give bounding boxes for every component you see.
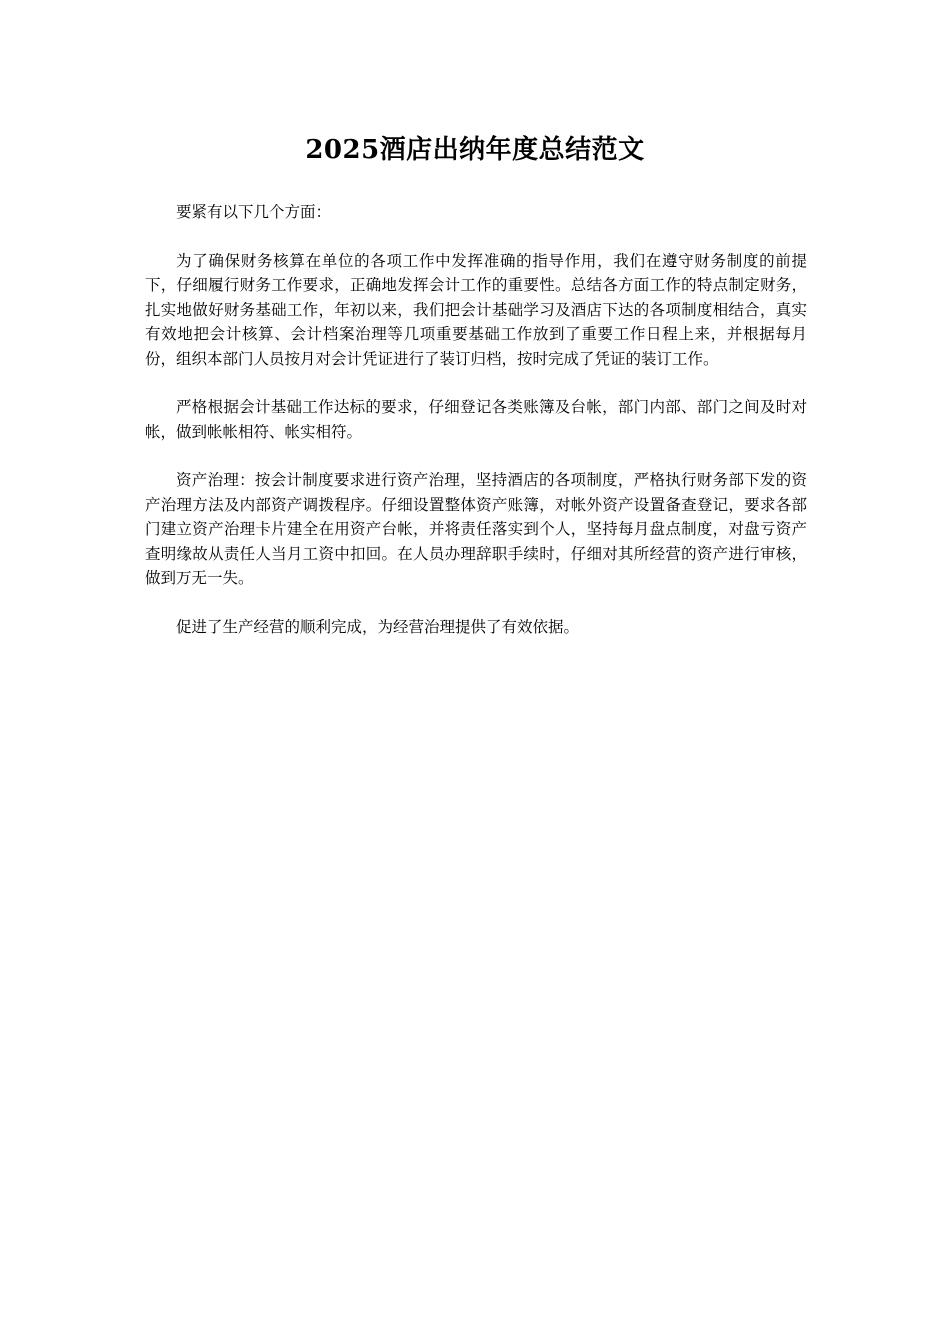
paragraph-asset-management: 资产治理：按会计制度要求进行资产治理，坚持酒店的各项制度，严格执行财务部下发的资产治理方法及内部资产调拨程序。仔细设置整体资产账簿，对帐外资产设置备查登记，要求各部门建立资产治理卡片建全在用资产台帐，并将责任落实到个人，坚持每月盘点制度，对盘亏资产查明缘故从责任人当月工资中扣回。在人员办理辞职手续时，仔细对其所经营的资产进行审核，做到万无一失。: [145, 471, 807, 587]
paragraph-conclusion: 促进了生产经营的顺利完成，为经营治理提供了有效依据。: [176, 617, 580, 636]
paragraph-accounting-basics: 为了确保财务核算在单位的各项工作中发挥准确的指导作用，我们在遵守财务制度的前提下，仔细履行财务工作要求，正确地发挥会计工作的重要性。总结各方面工作的特点制定财务，扎实地做好财务基础工作，年初以来，我们把会计基础学习及酒店下达的各项制度相结合，真实有效地把会计核算、会计档案治理等几项重要基础工作放到了重要工作日程上来，并根据每月份，组织本部门人员按月对会计凭证进行了装订归档，按时完成了凭证的装订工作。: [145, 251, 807, 368]
document-title: 2025酒店出纳年度总结范文: [305, 135, 645, 165]
document-body: [145, 200, 807, 663]
paragraph-ledger-registration: 严格根据会计基础工作达标的要求，仔细登记各类账簿及台帐，部门内部、部门之间及时对帐，做到帐帐相符、帐实相符。: [145, 398, 807, 441]
paragraph-intro: 要紧有以下几个方面：: [176, 203, 332, 221]
